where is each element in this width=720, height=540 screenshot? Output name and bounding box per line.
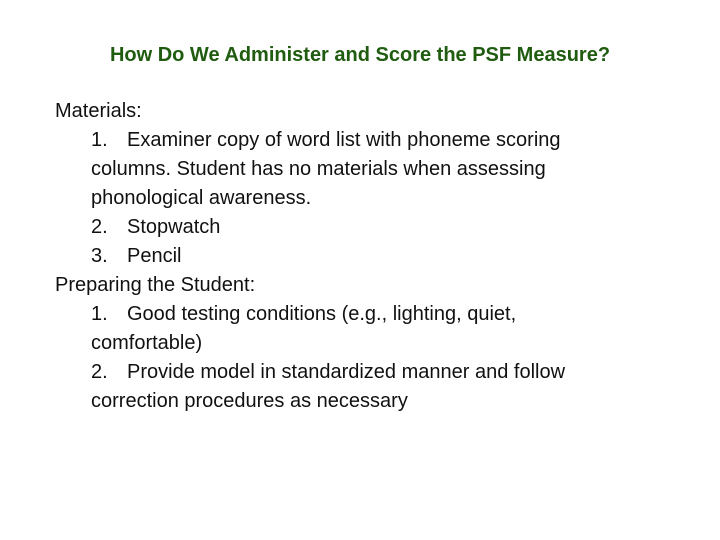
preparing-item-1: [55, 300, 695, 329]
materials-heading: Materials:: [55, 100, 142, 122]
item-number: 2.: [91, 216, 108, 238]
materials-item-1-continued: phonological awareness.: [91, 187, 312, 209]
materials-item-3: [55, 242, 695, 271]
item-number: 1.: [91, 303, 108, 325]
item-text: Pencil: [127, 245, 182, 267]
preparing-item-2-continued: correction procedures as necessary: [91, 390, 408, 412]
item-text: Stopwatch: [127, 216, 221, 238]
item-number: 1.: [91, 129, 108, 151]
preparing-item-1-continued: comfortable): [91, 332, 203, 354]
item-text: Good testing conditions (e.g., lighting, quiet,: [127, 303, 517, 325]
materials-item-2: [55, 213, 695, 242]
materials-item-1: [55, 126, 695, 155]
item-text: Provide model in standardized manner and follow: [127, 361, 566, 383]
item-text: Examiner copy of word list with phoneme scoring: [127, 129, 561, 151]
item-number: 2.: [91, 361, 108, 383]
item-number: 3.: [91, 245, 108, 267]
slide-body: [55, 97, 695, 416]
materials-item-1-continued: columns. Student has no materials when assessing: [91, 158, 546, 180]
preparing-heading: Preparing the Student:: [55, 274, 256, 296]
preparing-item-2: [55, 358, 695, 387]
slide-title: How Do We Administer and Score the PSF Measure?: [109, 44, 611, 66]
